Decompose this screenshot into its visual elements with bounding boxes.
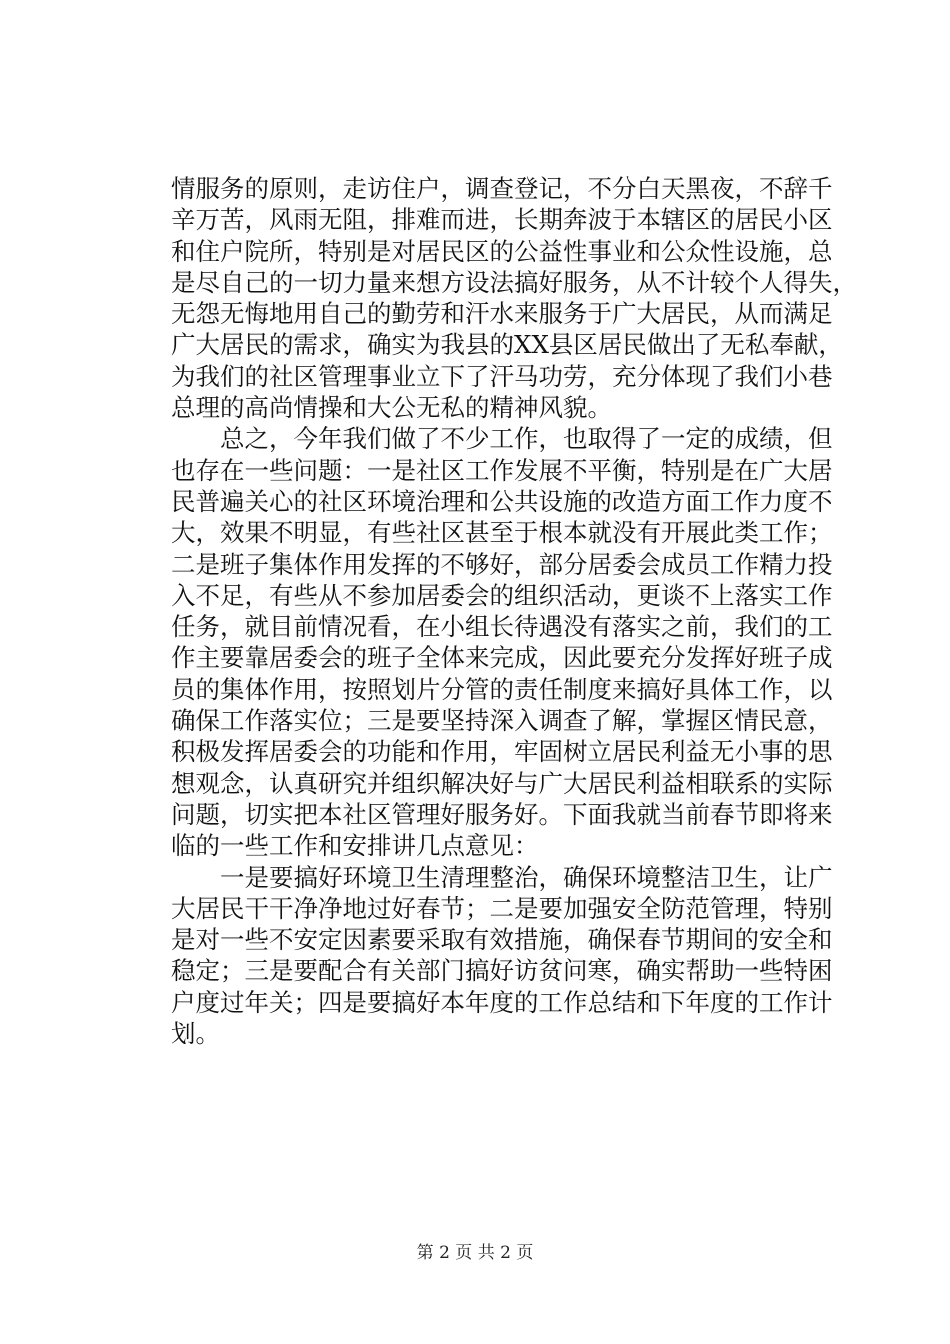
text-line: 入不足，有些从不参加居委会的组织活动，更谈不上落实工作 — [171, 580, 833, 610]
text-line: 任务，就目前情况看，在小组长待遇没有落实之前，我们的工 — [171, 612, 833, 642]
text-line: 划。 — [171, 1019, 220, 1049]
text-line: 稳定；三是要配合有关部门搞好访贫问寒，确实帮助一些特困 — [171, 956, 833, 986]
text-line: 总理的高尚情操和大公无私的精神风貌。 — [171, 393, 612, 423]
text-line: 广大居民的需求，确实为我县的XX县区居民做出了无私奉献， — [171, 330, 843, 360]
document-body — [171, 173, 857, 1049]
text-line: 户度过年关；四是要搞好本年度的工作总结和下年度的工作计 — [171, 987, 833, 1017]
text-line: 情服务的原则，走访住户，调查登记，不分白天黑夜，不辞千 — [171, 174, 833, 203]
text-line: 为我们的社区管理事业立下了汗马功劳，充分体现了我们小巷 — [171, 361, 833, 391]
text-line: 积极发挥居委会的功能和作用，牢固树立居民利益无小事的思 — [171, 737, 833, 767]
text-line: 大居民干干净净地过好春节；二是要加强安全防范管理，特别 — [171, 893, 833, 923]
text-line: 问题，切实把本社区管理好服务好。下面我就当前春节即将来 — [171, 799, 833, 829]
text-line: 和住户院所，特别是对居民区的公益性事业和公众性设施，总 — [171, 236, 833, 266]
text-line: 二是班子集体作用发挥的不够好，部分居委会成员工作精力投 — [171, 549, 833, 579]
text-line: 也存在一些问题：一是社区工作发展不平衡，特别是在广大居 — [171, 455, 833, 485]
text-line: 总之，今年我们做了不少工作，也取得了一定的成绩，但 — [171, 424, 833, 454]
text-line: 是尽自己的一切力量来想方设法搞好服务，从不计较个人得失， — [171, 267, 857, 297]
text-line: 是对一些不安定因素要采取有效措施，确保春节期间的安全和 — [171, 925, 833, 955]
text-line: 大，效果不明显，有些社区甚至于根本就没有开展此类工作； — [171, 518, 833, 548]
text-line: 无怨无悔地用自己的勤劳和汗水来服务于广大居民，从而满足 — [171, 299, 833, 329]
text-line: 作主要靠居委会的班子全体来完成，因此要充分发挥好班子成 — [171, 643, 833, 673]
text-line: 辛万苦，风雨无阻，排难而进，长期奔波于本辖区的居民小区 — [171, 205, 833, 235]
text-line: 一是要搞好环境卫生清理整治，确保环境整洁卫生，让广 — [171, 862, 833, 892]
text-line: 员的集体作用，按照划片分管的责任制度来搞好具体工作，以 — [171, 674, 833, 704]
text-line: 临的一些工作和安排讲几点意见： — [171, 831, 539, 861]
page-number-footer: 第 2 页 共 2 页 — [416, 1243, 534, 1263]
text-line: 确保工作落实位；三是要坚持深入调查了解，掌握区情民意， — [171, 706, 833, 736]
text-line: 想观念，认真研究并组织解决好与广大居民利益相联系的实际 — [171, 768, 833, 798]
text-line: 民普遍关心的社区环境治理和公共设施的改造方面工作力度不 — [171, 486, 833, 516]
